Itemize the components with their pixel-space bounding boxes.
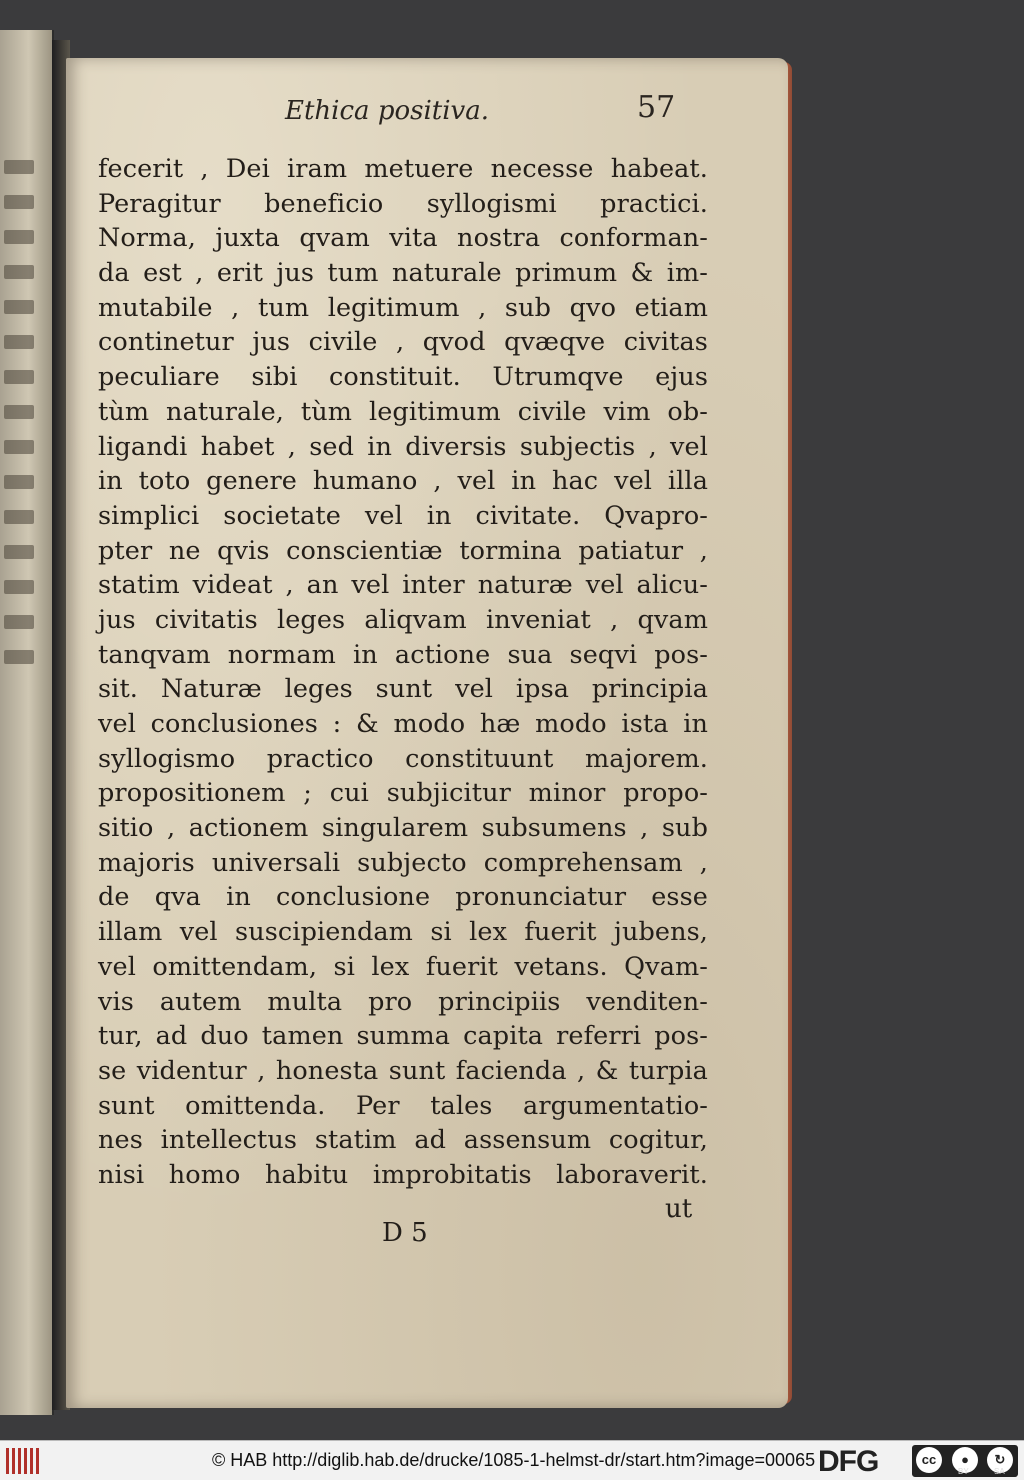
text-line: fecerit , Dei iram metuere necesse habeat. <box>98 154 708 184</box>
dfg-logo: DFG <box>818 1445 879 1478</box>
text-line: ligandi habet , sed in diversis subjectis , vel <box>98 431 708 462</box>
text-line: tanqvam normam in actione sua seqvi pos- <box>98 639 708 670</box>
text-line: se videntur , honesta sunt facienda , & turpia <box>98 1055 708 1086</box>
text-line: statim videat , an vel inter naturæ vel alicu- <box>98 570 708 601</box>
text-line: Norma, juxta qvam vita nostra conforman- <box>98 223 708 254</box>
sa-label: SA <box>994 1467 1005 1476</box>
by-icon: ● <box>952 1447 978 1473</box>
text-line: Peragitur beneficio syllogismi practici. <box>98 188 708 219</box>
text-line: illam vel suscipiendam si lex fuerit jubens, <box>98 917 708 948</box>
text-line: continetur jus civile , qvod qvæqve civitas <box>98 327 708 358</box>
signature-mark: D 5 <box>382 1218 428 1248</box>
sa-icon: ↻ <box>987 1447 1013 1473</box>
text-line: vis autem multa pro principiis venditen- <box>98 986 708 1017</box>
text-line: sit. Naturæ leges sunt vel ipsa principia <box>98 674 708 705</box>
cc-icon: cc <box>916 1447 942 1473</box>
text-line: mutabile , tum legitimum , sub qvo etiam <box>98 292 708 323</box>
page-number: 57 <box>637 90 676 125</box>
text-line: vel conclusiones : & modo hæ modo ista in <box>98 709 708 739</box>
text-line: nisi homo habitu improbitatis laboraverit. <box>98 1159 708 1190</box>
by-label: BY <box>958 1467 969 1476</box>
catchword: ut <box>665 1194 693 1224</box>
text-line: tur, ad duo tamen summa capita referri pos- <box>98 1021 708 1052</box>
copyright-link[interactable]: © HAB http://diglib.hab.de/drucke/1085-1-helmst-dr/start.htm?image=00065 <box>212 1450 816 1470</box>
text-line: da est , erit jus tum naturale primum & im- <box>98 258 708 289</box>
body-text <box>98 152 708 1193</box>
text-line: nes intellectus statim ad assensum cogitur, <box>98 1125 708 1156</box>
footer-bar <box>0 1440 1024 1480</box>
text-line: simplici societate vel in civitate. Qvapro- <box>98 500 708 531</box>
text-line: syllogismo practico constituunt majorem. <box>98 743 708 774</box>
facing-page-edge <box>0 30 54 1415</box>
text-line: tùm naturale, tùm legitimum civile vim ob- <box>98 396 708 427</box>
barcode-icon <box>6 1448 40 1474</box>
running-head: Ethica positiva. <box>285 96 489 126</box>
text-line: in toto genere humano , vel in hac vel illa <box>98 466 708 497</box>
text-line: sunt omittenda. Per tales argumentatio- <box>98 1090 708 1121</box>
text-line: sitio , actionem singularem subsumens , sub <box>98 813 708 844</box>
text-line: majoris universali subjecto comprehensam , <box>98 847 708 878</box>
text-line: propositionem ; cui subjicitur minor propo- <box>98 778 708 809</box>
text-line: jus civitatis leges aliqvam inveniat , qvam <box>98 604 708 635</box>
page-header <box>285 90 685 136</box>
cc-license-badge[interactable] <box>912 1445 1018 1477</box>
text-line: vel omittendam, si lex fuerit vetans. Qvam- <box>98 951 708 982</box>
text-line: pter ne qvis conscientiæ tormina patiatur , <box>98 535 708 566</box>
text-line: peculiare sibi constituit. Utrumqve ejus <box>98 362 708 393</box>
text-line: de qva in conclusione pronunciatur esse <box>98 882 708 913</box>
